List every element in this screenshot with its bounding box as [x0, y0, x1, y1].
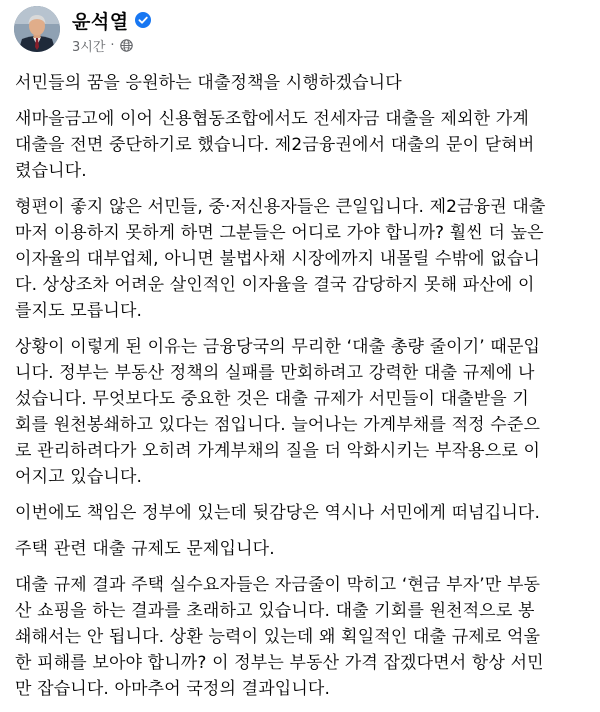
post-timestamp[interactable]: 3시간	[72, 39, 106, 55]
author-name[interactable]: 윤석열	[72, 10, 129, 33]
post-headline: 서민들의 꿈을 응원하는 대출정책을 시행하겠습니다	[15, 73, 402, 93]
post-paragraph: 이번에도 책임은 정부에 있는데 뒷감당은 역시나 서민에게 떠넘깁니다.	[15, 503, 541, 523]
post-paragraph: 형편이 좋지 않은 서민들, 중·저신용자들은 큰일입니다. 제2금융권 대출 마저 이용하지 못하게 하면 그분들은 어디로 가야 합니까? 훨씬 더 높은 이자율의 대부업체, 아니면 불법사채 시장에까지 내몰릴 수밖에 없습니 다. 상상조차 어려운 살인적인 이자율을 결국 감당하지 못해 파산에 이 를지도 모릅니다.	[15, 197, 546, 321]
author-row	[72, 8, 151, 32]
avatar-portrait-image	[14, 6, 60, 52]
post-paragraph: 대출 규제 결과 주택 실수요자들은 자금줄이 막히고 ‘현금 부자’만 부동 산 쇼핑을 하는 결과를 초래하고 있습니다. 대출 기회를 원천적으로 봉 쇄해서는 안 됩니다. 상환 능력이 있는데 왜 획일적인 대출 규제로 억울 한 피해를 보아야 합니까? 이 정부는 부동산 가격 잡겠다면서 항상 서민 만 잡습니다. 아마추어 국정의 결과입니다.	[15, 575, 544, 699]
post-body	[15, 70, 587, 712]
post-meta	[72, 8, 151, 54]
post-header	[14, 6, 151, 58]
globe-icon[interactable]	[120, 39, 133, 52]
post-paragraph: 상황이 이렇게 된 이유는 금융당국의 무리한 ‘대출 총량 줄이기’ 때문입 니다. 정부는 부동산 정책의 실패를 만회하려고 강력한 대출 규제에 나 섰습니다. 무엇보다도 중요한 것은 대출 규제가 서민들이 대출받을 기 회를 원천봉쇄하고 있다는 점입니다. 늘어나는 가계부채를 적정 수준으 로 관리하려다가 오히려 가계부채의 질을 더 악화시키는 부작용으로 이 어지고 있습니다.	[15, 337, 541, 487]
post-subline	[72, 36, 151, 54]
author-avatar[interactable]	[14, 6, 60, 52]
separator-dot: ·	[110, 37, 115, 53]
verified-badge-icon	[135, 12, 151, 28]
post-paragraph: 새마을금고에 이어 신용협동조합에서도 전세자금 대출을 제외한 가계 대출을 전면 중단하기로 했습니다. 제2금융권에서 대출의 문이 닫혀버 렸습니다.	[15, 109, 535, 181]
post-paragraph: 주택 관련 대출 규제도 문제입니다.	[15, 539, 275, 559]
